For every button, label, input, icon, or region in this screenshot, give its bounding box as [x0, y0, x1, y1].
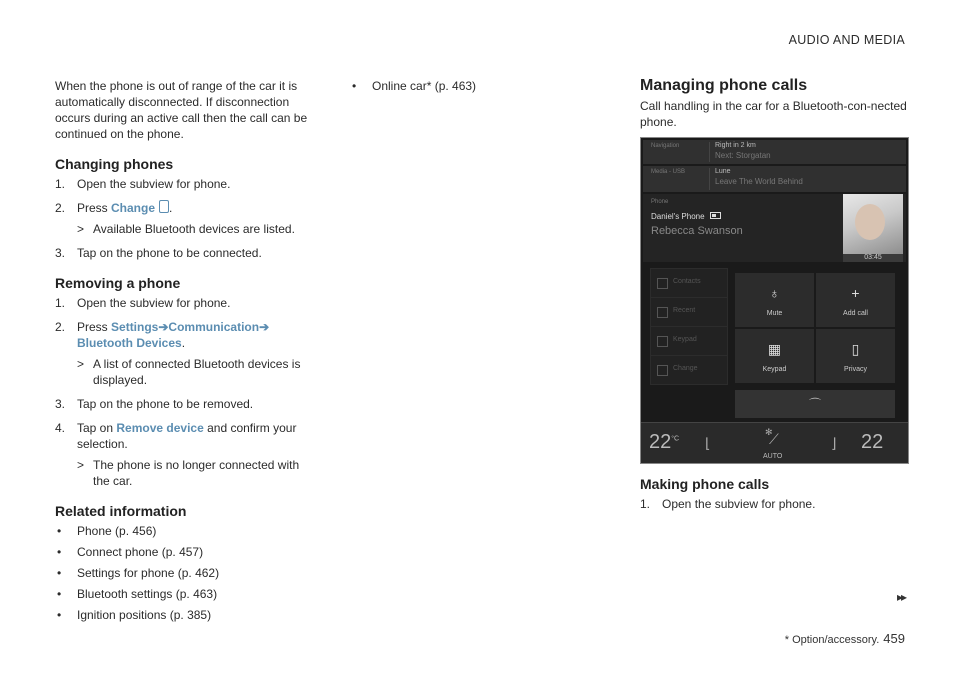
side-item-keypad[interactable]: Keypad — [650, 326, 728, 356]
arrow-right-icon: ➔ — [259, 320, 270, 334]
section-header: AUDIO AND MEDIA — [788, 33, 905, 47]
airflow-icon[interactable]: ⟋ — [769, 431, 779, 447]
auto-climate-label[interactable]: AUTO — [763, 453, 783, 460]
keypad-icon — [657, 336, 668, 347]
related-list — [55, 523, 313, 623]
list-item[interactable]: • Ignition positions (p. 385) — [57, 608, 212, 622]
hang-up-icon: ⌒ — [808, 397, 821, 411]
list-item[interactable]: • Settings for phone (p. 462) — [57, 566, 220, 580]
seat-heat-left-icon[interactable]: ⌊ — [705, 435, 711, 451]
remove-device-link[interactable]: Remove device — [116, 421, 204, 435]
step-result: > Available Bluetooth devices are listed. — [77, 222, 295, 236]
media-tile: Media - USB Lune Leave The World Behind — [643, 166, 906, 192]
step: 1. Open the subview for phone. — [55, 177, 231, 191]
list-item[interactable]: • Phone (p. 456) — [57, 524, 157, 538]
keypad-button[interactable]: ▦ Keypad — [735, 329, 814, 383]
step: 2. Press Change . > Available Bluetooth devices are listed. — [55, 200, 313, 237]
phone-change-icon — [159, 200, 169, 213]
list-item[interactable]: • Online car* (p. 463) — [352, 79, 477, 93]
step: 3. Tap on the phone to be removed. — [55, 397, 254, 411]
changing-steps — [55, 176, 313, 261]
heading-changing-phones: Changing phones — [55, 156, 174, 172]
step: 4. Tap on Remove device and confirm your selection. > The phone is no longer connected with the car. — [55, 420, 313, 489]
navigation-tile: Navigation Right in 2 km Next: Storgatan — [643, 140, 906, 164]
making-calls-section — [640, 476, 908, 520]
arrow-right-icon: ➔ — [158, 320, 169, 334]
driver-temp[interactable]: $22^{^\circ C}$ — [649, 431, 680, 453]
related-list-continued — [350, 78, 600, 94]
seat-heat-right-icon[interactable]: ⌋ — [831, 435, 837, 451]
column-right — [640, 78, 908, 140]
bluetooth-devices-link[interactable]: Bluetooth Devices — [77, 336, 182, 350]
step: 1. Open the subview for phone. — [640, 497, 816, 511]
passenger-temp[interactable]: 22 — [861, 431, 884, 453]
bullet-icon: • — [352, 79, 357, 93]
phone-icon: ▯ — [851, 341, 860, 357]
next-page-indicator[interactable]: ▸▸ — [896, 590, 905, 604]
phone-change-icon — [657, 365, 668, 376]
contacts-icon — [657, 278, 668, 289]
microphone-icon: ♁ — [769, 285, 780, 301]
heading-removing-phone: Removing a phone — [55, 275, 181, 291]
bullet-icon: • — [57, 524, 62, 538]
add-call-button[interactable]: + Add call — [816, 273, 895, 327]
page-number: 459 — [883, 631, 905, 646]
keypad-icon: ▦ — [767, 341, 782, 357]
bullet-icon: • — [57, 608, 62, 622]
column-middle — [350, 78, 600, 99]
bullet-icon: • — [57, 545, 62, 559]
communication-link[interactable]: Communication — [168, 320, 260, 334]
bullet-icon: • — [57, 587, 62, 601]
recent-icon — [657, 307, 668, 318]
list-item[interactable]: • Bluetooth settings (p. 463) — [57, 587, 218, 601]
battery-icon — [710, 212, 721, 219]
mute-button[interactable]: ♁ Mute — [735, 273, 814, 327]
list-item[interactable]: • Connect phone (p. 457) — [57, 545, 204, 559]
phone-tile: Phone Daniel's Phone Rebecca Swanson 03:45 — [643, 194, 906, 262]
side-item-contacts[interactable]: Contacts — [650, 268, 728, 298]
step: 3. Tap on the phone to be connected. — [55, 246, 262, 260]
privacy-button[interactable]: ▯ Privacy — [816, 329, 895, 383]
heading-managing-phone-calls: Managing phone calls — [640, 77, 808, 94]
managing-intro: Call handling in the car for a Bluetooth-con-nected phone. — [640, 99, 907, 129]
making-steps — [640, 496, 908, 512]
call-timer: 03:45 — [843, 254, 903, 262]
end-call-button[interactable] — [735, 390, 895, 418]
heading-making-phone-calls: Making phone calls — [640, 476, 770, 492]
footnote-text: * Option/accessory. — [784, 634, 880, 646]
step-result: > The phone is no longer connected with the car. — [77, 458, 300, 488]
side-item-recent[interactable]: Recent — [650, 297, 728, 327]
caller-photo — [843, 194, 903, 254]
device-name: Daniel's Phone — [651, 212, 721, 221]
step: 2. Press Settings➔Communication➔ Bluetooth Devices. > A list of connected Bluetooth devices is displayed. — [55, 319, 313, 388]
bullet-icon: • — [57, 566, 62, 580]
intro-paragraph: When the phone is out of range of the car it is automatically disconnected. If disconnection occurs during an active call then the call can be continued on the phone. — [55, 79, 308, 141]
column-left — [55, 78, 313, 628]
settings-link[interactable]: Settings — [111, 320, 159, 334]
heading-related-information: Related information — [55, 503, 187, 519]
fan-icon[interactable]: ✻ — [765, 427, 773, 437]
removing-steps — [55, 295, 313, 489]
step: 1. Open the subview for phone. — [55, 296, 231, 310]
caller-name: Rebecca Swanson — [651, 225, 743, 237]
side-item-change[interactable]: Change — [650, 355, 728, 385]
climate-bar — [641, 422, 908, 463]
center-display-screenshot — [640, 137, 909, 464]
step-result: > A list of connected Bluetooth devices is displayed. — [77, 357, 301, 387]
plus-icon: + — [851, 285, 860, 301]
footer — [785, 631, 905, 646]
change-link[interactable]: Change — [111, 201, 156, 215]
